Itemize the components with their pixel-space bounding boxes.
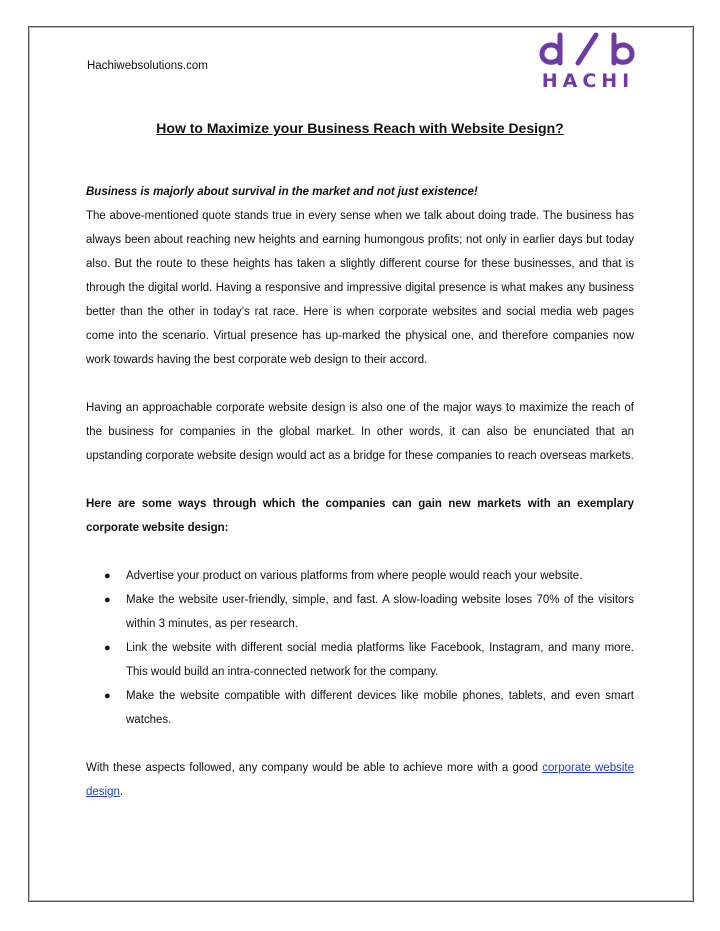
- list-item: ● Link the website with different social media platforms like Facebook, Instagram, and many more. This would build an intra-connected network for the company.: [86, 636, 634, 684]
- intro-quote: Business is majorly about survival in the market and not just existence!: [86, 186, 478, 198]
- list-item: ● Make the website compatible with different devices like mobile phones, tablets, and even smart watches.: [86, 684, 634, 732]
- logo-wordmark: HACHI: [541, 70, 635, 92]
- bullet-icon: ●: [104, 570, 111, 582]
- hachi-logo: [538, 32, 638, 94]
- site-url: Hachiwebsolutions.com: [87, 60, 208, 72]
- paragraph-2: Having an approachable corporate website design is also one of the major ways to maximize the reach of the business for companies in the global market. In other words, it can also be enunciated that an upstanding corporate website design would act as a bridge for these companies to reach overseas markets.: [86, 402, 634, 462]
- list-item: ● Make the website user-friendly, simple, and fast. A slow-loading website loses 70% of the visitors within 3 minutes, as per research.: [86, 588, 634, 636]
- paragraph-1: The above-mentioned quote stands true in every sense when we talk about doing trade. The business has always been about reaching new heights and earning humongous profits; not only in earlier days but today also. But the route to these heights has taken a slightly different course for these businesses, and that is through the digital world. Having a responsive and impressive digital presence is what makes any business better than the other in today’s rat race. Here is when corporate websites and social media web pages come into the scenario. Virtual presence has up-marked the physical one, and therefore companies now work towards having the best corporate web design to their accord.: [86, 210, 634, 366]
- document-title: How to Maximize your Business Reach with Website Design?: [156, 120, 564, 136]
- list-item: ● Advertise your product on various platforms from where people would reach your website.: [86, 564, 634, 588]
- document-body: [86, 180, 634, 804]
- corporate-website-design-link[interactable]: corporate website design: [86, 762, 634, 798]
- bullet-icon: ●: [104, 594, 111, 606]
- ways-list: [86, 564, 634, 732]
- bullet-icon: ●: [104, 690, 111, 702]
- ways-heading: Here are some ways through which the companies can gain new markets with an exemplary corporate website design:: [86, 498, 634, 534]
- bullet-icon: ●: [104, 642, 111, 654]
- closing-paragraph: With these aspects followed, any company would be able to achieve more with a good corporate website design.: [86, 762, 634, 798]
- hachi-logo-mark: [538, 32, 638, 66]
